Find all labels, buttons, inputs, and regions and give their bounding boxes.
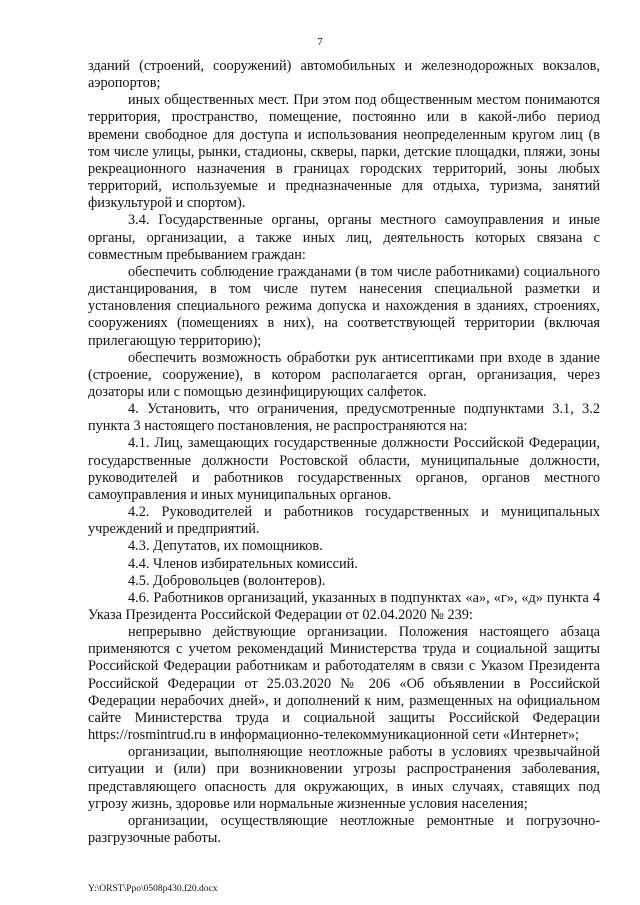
paragraph-4-1: 4.1. Лиц, замещающих государственные должности Российской Федерации, государственные должности Ростовской области, муниципальные должности, руководителей и работников государственных органов, органов местного самоуправления и иных муниципальных органов. bbox=[88, 435, 600, 503]
paragraph-4-3: 4.3. Депутатов, их помощников. bbox=[128, 538, 323, 555]
paragraph-emergency-organizations: организации, выполняющие неотложные работы в условиях чрезвычайной ситуации и (или) при возникновении угрозы распространения заболевания, представляющего опасность для окружающих, в иных случаях, ставящих под угрозу жизнь, здоровье или нормальные жизненные условия населения; bbox=[88, 744, 600, 812]
paragraph-4-2: 4.2. Руководителей и работников государственных и муниципальных учреждений и предприятий. bbox=[88, 504, 600, 538]
paragraph-4-5: 4.5. Добровольцев (волонтеров). bbox=[128, 572, 326, 589]
paragraph-antiseptics: обеспечить возможность обработки рук антисептиками при входе в здание (строение, сооружение), в котором располагается орган, организация, через дозаторы или с помощью дезинфицирующих салфеток. bbox=[88, 349, 600, 400]
paragraph-buildings-continuation: зданий (строений, сооружений) автомобильных и железнодорожных вокзалов, аэропортов; bbox=[88, 58, 600, 92]
page-number: 7 bbox=[317, 36, 323, 48]
paragraph-public-places: иных общественных мест. При этом под общественным местом понимаются территория, пространство, помещение, постоянно или в какой-либо период времени свободное для доступа и использования неопределенным кругом лиц (в том числе улицы, рынки, стадионы, скверы, парки, детские площадки, пляжи, зоны рекреационного назначения в границах городских территорий, зоны любых территорий, используемые и предназначенные для отдыха, туризма, занятий физкультурой и спортом). bbox=[88, 92, 600, 212]
paragraph-repair-organizations: организации, осуществляющие неотложные ремонтные и погрузочно-разгрузочные работы. bbox=[88, 812, 600, 847]
paragraph-4: 4. Установить, что ограничения, предусмотренные подпунктами 3.1, 3.2 пункта 3 настоящего постановления, не распространяются на: bbox=[88, 401, 600, 435]
paragraph-continuous-organizations: непрерывно действующие организации. Положения настоящего абзаца применяются с учетом рекомендаций Министерства труда и социальной защиты Российской Федерации работникам и работодателям в связи с Указом Президента Российской Федерации от 25.03.2020 № 206 «Об объявлении в Российской Федерации нерабочих дней», и дополнений к ним, размещенных на официальном сайте Министерства труда и социальной защиты Российской Федерации https://rosmintrud.ru в информационно-телекоммуникационной сети «Интернет»; bbox=[88, 624, 600, 744]
document-body bbox=[88, 58, 600, 847]
paragraph-4-6: 4.6. Работников организаций, указанных в подпунктах «а», «г», «д» пункта 4 Указа Президента Российской Федерации от 02.04.2020 № 239: bbox=[88, 589, 600, 623]
paragraph-social-distancing: обеспечить соблюдение гражданами (в том числе работниками) социального дистанцирования, в том числе путем нанесения специальной разметки и установления специального режима допуска и нахождения в зданиях, строениях, сооружениях (помещениях в них), на соответствующей территории (включая прилегающую территорию); bbox=[88, 263, 600, 349]
paragraph-4-4: 4.4. Членов избирательных комиссий. bbox=[128, 555, 358, 572]
paragraph-3-4: 3.4. Государственные органы, органы местного самоуправления и иные органы, организации, а также иных лиц, деятельность которых связана с совместным пребыванием граждан: bbox=[88, 212, 600, 263]
footer-file-path: Y:\ORST\Ppo\0508p430.f20.docx bbox=[88, 884, 218, 894]
